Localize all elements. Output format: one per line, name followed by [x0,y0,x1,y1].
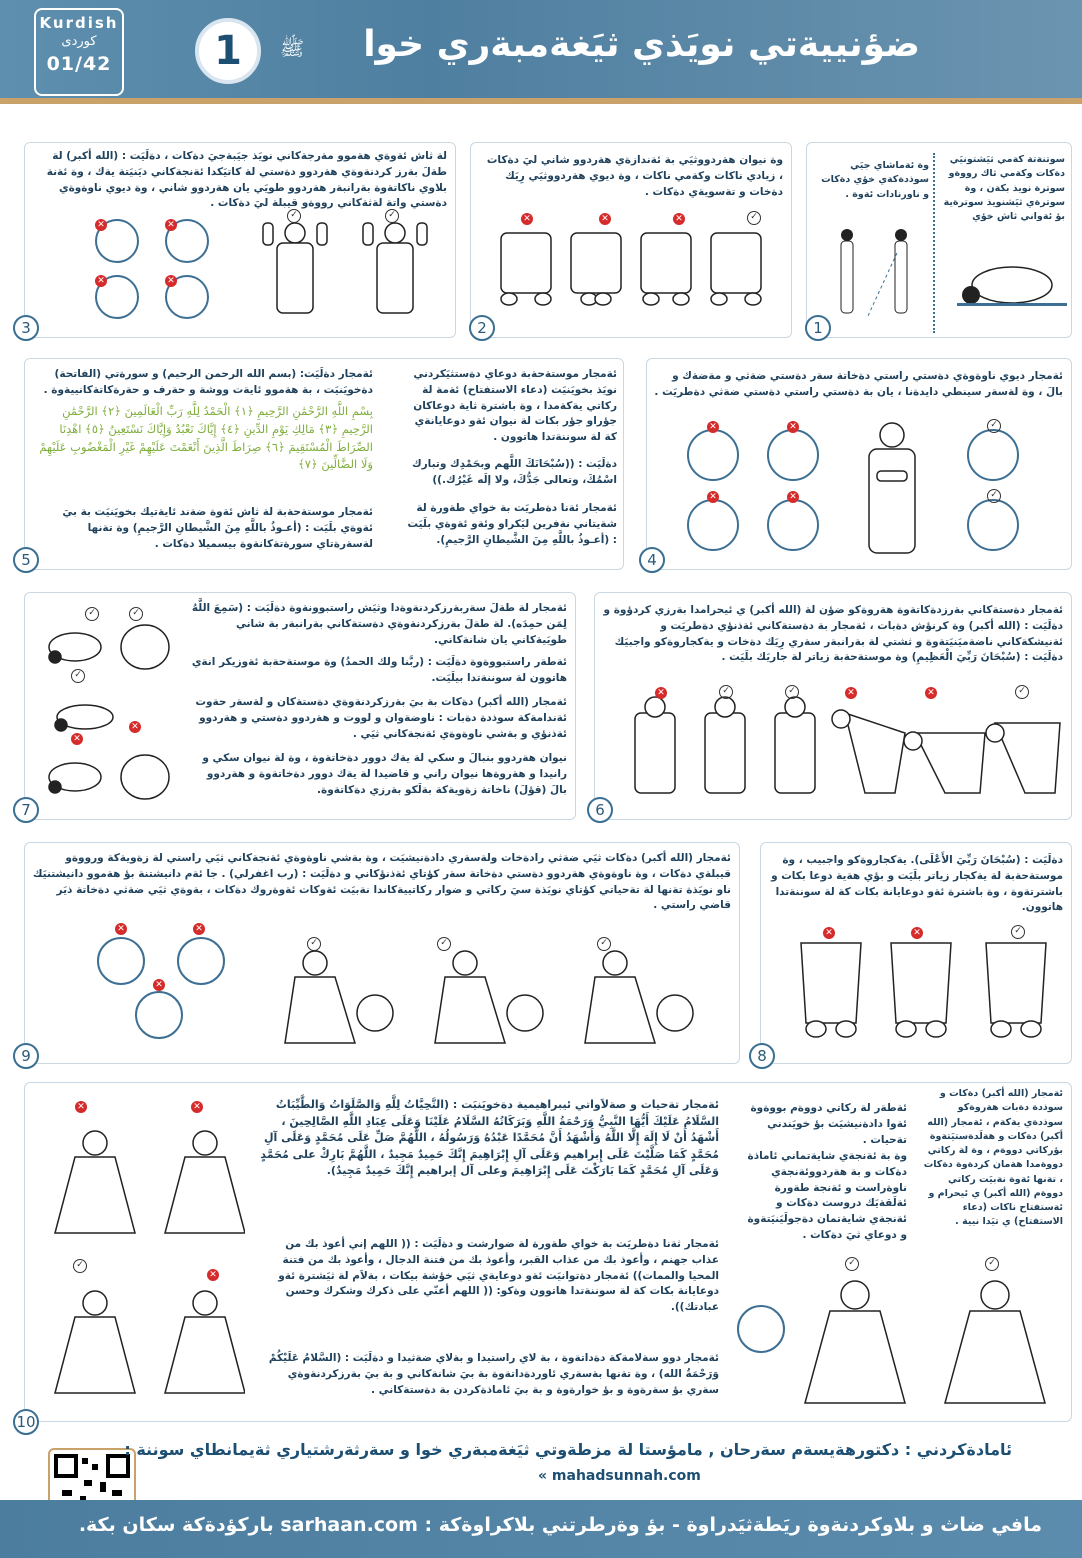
step-2-panel [470,142,792,338]
step-number-8: 8 [749,1043,775,1069]
wrong-mark: ✕ [521,213,533,225]
wrong-mark: ✕ [95,219,107,231]
wrong-mark: ✕ [655,687,667,699]
step-5-text-right-1: ئةمجار موستةحةبة دوعاي دةستثيَكردني نويَذ بخويَنيَت (دعاء الاستفتاح) ئةمة لة ركاتي يةكةمدا ، وة باشترة ثاية دوعاكان جؤراو جؤر بكات لة نيوان ئةو دوعايانةي كة لة سوننةتدا هاتوون . [413,368,617,443]
header-banner [0,0,1082,104]
salawat-calligraphy: ﷺ [280,36,305,60]
correct-mark: ✓ [1011,925,1025,939]
raising-hands-figures [255,213,445,323]
step-7-text-2: ئةطةر راستبووةوة دةلَيَت : (ربَّنا ولك الحمدُ) وة موستةحةبة ئةوزيكر انةي هاتوون لة سوننةتدا بيلَيَت. [191,656,567,684]
foot-detail-bubble [177,937,225,985]
wrong-mark: ✕ [129,721,141,733]
step-9-text: ئةمجار (الله أكبر) دةكات ثيَي ضةثي رادةخات ولةسةري دادةنيشيَت ، وة بةشي ناوةوةي ئةنجةكاني ثيَي راستي لة زةويةكة ورووةو قيبلةي دةكات ، وة ناوةوةي هةردوو دةستي دةخاتة سةر كؤتاي ئةذنؤكاني و دةلَيَت : (رب اغفرلي) . جا ئةم دانيشتنة بؤ هةموو دانيشتنيَك ناو نويَذة تةنها لة تةحياتي كؤتاي نويَذة سيَ ركاتي و ضوار ركاتييةكاندا نةبيَت ئةوكات ئةوةروك دةكات ، بةوةي ثيَي ضةثي دةخاتة ذيَر قاضي راستي . [32,852,731,912]
correct-mark: ✓ [437,937,451,951]
wrong-mark: ✕ [707,421,719,433]
wrong-mark: ✕ [75,1101,87,1113]
sheet-number: 1 [195,18,261,84]
fatiha-verses: بِسْمِ اللَّهِ الرَّحْمَٰنِ الرَّحِيمِ ﴿١﴾ الْحَمْدُ لِلَّهِ رَبِّ الْعَالَمِينَ ﴿٢﴾ الرَّحْمَٰنِ الرَّحِيمِ ﴿٣﴾ مَالِكِ يَوْمِ الدِّينِ ﴿٤﴾ إِيَّاكَ نَعْبُدُ وَإِيَّاكَ نَسْتَعِينُ ﴿٥﴾ اهْدِنَا الصِّرَاطَ الْمُسْتَقِيمَ ﴿٦﴾ صِرَاطَ الَّذِينَ أَنْعَمْتَ عَلَيْهِمْ غَيْرِ الْمَغْضُوبِ عَلَيْهِمْ وَلَا الضَّالِّينَ ﴿٧﴾ [39,404,373,472]
wrong-mark: ✕ [71,733,83,745]
language-badge [34,8,124,96]
step-7-text-4: نيوان هةردوو بنبالَ و سكي لة يةك دوور دةخاتةوة ، وة لة نيوان سكي و رانيدا و هةروةها نيوان راني و قاضيدا لة يةك دوور دةخاتةوة و هةردوو بالَ (قؤلَ) ناخاتة زةويةكة بةلَكو بةرزي دةكاتةوة. [202,752,567,796]
step-8-panel [757,842,1072,1065]
foot-detail-bubble [97,937,145,985]
divider [933,153,935,333]
standing-hands-folded-figure [847,419,937,559]
step-7-text-3: ئةمجار (الله أكبر) دةكات بة بيَ بةرزكردنةوةي دةستةكان و لةسةر حةوت ئةندامةكة سوذدة دةبات : ناوضةوان و لووت و هةردوو دةستي و هةردوو ئةذنؤي و بةشي ناوةوةي ئةنجةكاني ثيَي . [195,696,567,740]
hand-detail-bubble [687,429,739,481]
page-counter: 01/42 [46,53,112,75]
bowing-figures [615,693,1065,803]
step-10-text-mid-1: ئةطةر لة ركاتي دووةم بووةوة ئةوا دادةنيشيَت بؤ خويَندني تةحيات . [750,1102,907,1146]
correct-mark: ✓ [287,209,301,223]
credits-text: ئامادةكردني : دكتورهةيسةم سةرحان , مامؤستا لة مزطةوتي ثيَغةمبةري خوا و سةرثةرشتياري ثةيمانطاي سوننة : [124,1440,1012,1459]
wrong-mark: ✕ [707,491,719,503]
footer-copyright: مافي ضاث و بلاوكردنةوة ريَطةثيَدراوة - بؤ وةرطرتني بلاكراوةكة : sarhaan.com باركؤدةكة سكان بكة. [78,1514,1042,1536]
tashahhud-text: ئةمجار تةحيات و صةلاَواتي ئيبراهيمية دةخويَنيَت : (التَّحِيَّاتُ لِلَّهِ وَالصَّلَوَاتُ وَالطَّيِّبَاتُ السَّلَامُ عَلَيْكَ أَيُّهَا النَّبِيُّ وَرَحْمَةُ اللَّهِ وَبَرَكَاتُهُ السَّلَامُ عَلَيْنَا وَعَلَى عِبَادِ اللَّهِ الصَّالِحِينَ ، أَشْهَدُ أَنْ لَا إِلَهَ إِلَّا اللَّهُ وَأَشْهَدُ أَنَّ مُحَمَّدًا عَبْدُهُ وَرَسُولُهُ ، اللَّهُمَّ صَلِّ عَلَى مُحَمَّدٍ وَعَلَى آلِ مُحَمَّدٍ كَمَا صَلَّيْتَ عَلَى إِبراهيم وَعَلَى آلِ إِبْرَاهِيمَ إِنَّكَ حَمِيدٌ مَجِيدٌ ، اللَّهُمَّ بَارِكْ على مُحَمَّدٍ وَعَلَى آلِ مُحَمَّدٍ كَمَا بَارَكْتَ عَلَى إِبْرَاهِيمَ وعلى آل إبراهيم إِنَّكَ حَمِيدٌ مَجِيدٌ). [260,1098,719,1177]
correct-mark: ✓ [1015,685,1029,699]
correct-mark: ✓ [747,211,761,225]
wrong-mark: ✕ [193,923,205,935]
correct-mark: ✓ [987,489,1001,503]
step-7-text-1: ئةمجار لة طةلَ سةربةرزكردنةوةدا وثيَش راستبوونةوة دةلَيَت : (سَمِعَ اللَّهُ لِمَن حمِدَه). لة طةلَ بةرزكردنةوةي دةستةكاني بةرانبةر بة شاني طويَيةكاني يان شانةكاني. [191,602,567,646]
wrong-mark: ✕ [115,923,127,935]
wrong-mark: ✕ [165,219,177,231]
correct-mark: ✓ [987,419,1001,433]
wrong-mark: ✕ [845,687,857,699]
step-number-6: 6 [587,797,613,823]
wrong-mark: ✕ [787,421,799,433]
step-5-text-right-2: دةلَيَت : ((سُبْحَانَكَ اللَّهم وبحَمْدِك وتبارك اسْمُكَ، وتعالى جَدُّكَ، ولا إلَه غَيْرُك.)) [412,458,617,486]
step-10-text-left-3: ئةمجار دوو سةلامةكة دةداتةوة ، بة لاي راستيدا و بةلاي ضةثيدا و دةلَيَت : (السَّلامُ عَلَيْكُمْ وَرَحْمَةُ الله) ، وة تةنها بةسةري ئاوردةداتةوة بة بيَ شانةكاني و بة بيَ بةرزكردنةوةي سةري بؤ سةرةوة و بؤ خوارةوة و بة بيَ ئاماذةكردن بة دةستةكاني . [268,1352,719,1396]
step-number-1: 1 [805,315,831,341]
step-1-panel [806,142,1072,338]
hand-detail-bubble [767,499,819,551]
wrong-mark: ✕ [153,979,165,991]
tashahhud-sitting-figures [785,1273,1065,1413]
sitting-figures [275,943,715,1053]
correct-mark: ✓ [307,937,321,951]
step-5-text-left-2: ئةمجار موستةحةبة لة ثاش ئةوة ضةند ئايةتيك بخويَنيَت بة بيَ ئةوةي بلَيَت : (أعـوذُ باللَّهِ مِنَ الشَّيطانِ الرَّجيمِ) وة تةنها لةسةرةتاي سورةتةكانةوة بيسميلا دةكات . [62,506,373,550]
prostration-back-figures [791,933,1061,1043]
language-label-ku: كوردی [61,34,97,49]
step-number-4: 4 [639,547,665,573]
hand-detail-bubble [967,429,1019,481]
step-3-panel [21,142,456,338]
step-number-5: 5 [13,547,39,573]
website-link[interactable]: « mahadsunnah.com [538,1468,701,1484]
finger-detail-bubble [737,1305,785,1353]
wrong-mark: ✕ [673,213,685,225]
correct-mark: ✓ [71,669,85,683]
wrong-mark: ✕ [191,1101,203,1113]
step-9-panel [21,842,740,1065]
foot-detail-bubble [135,991,183,1039]
step-number-9: 9 [13,1043,39,1069]
wrong-mark: ✕ [95,275,107,287]
step-8-text: دةلَيَت : (سُبْحَانَ رَبِّيَ الأَعْلَى). يةكجاروةكو واجبيب ، وة موستةحةبة لة يةكجار زياتر بلَيَت و بؤي هةية دوعا بكات و باشترتةوة ، وة باشترة ئةو دوعايانة بكات كة لة سوننةتدا هاتوون. [771,854,1063,914]
correct-mark: ✓ [129,607,143,621]
step-3-text: لة ثاش ئةوةي هةموو مةرجةكاني نويَذ جيَبةجيَ دةكات ، دةلَيَت : (الله أكبر) لة طةلَ بةرز كردنةوةي هةردوو دةستي لة كاتيَكدا ئةنجةكاني ديَنيَتة يةك ، وة ئةنة بلاوي ناكاتةوة بةرانبةر هةردوو طويَي يان هةردوو شاني ، وة ديوي ناوةوةي دةستي واتة لةثةكاني رووةو قيبلة ليَ دةكات . [46,150,447,210]
step-10-text-mid-2: وة بة ئةنجةي شايةتماني ئاماذة دةكات و بة هةردووئةنجةي ناوةراست و ئةنجة طةورة ئةلَقةيَك دروست دةكات و ئةنجةي شايةتمان دةجولَيَنيَتةوة و دوعاي ثيَ دةكات . [747,1150,907,1241]
step-5-panel [21,358,624,570]
step-number-3: 3 [13,315,39,341]
hand-detail-bubble [767,429,819,481]
correct-mark: ✓ [85,607,99,621]
step-4-text: ئةمجار ديوي ناوةوةي دةستي راستي دةخاتة سةر دةستي ضةثي و مةضةك و بالَ ، وة لةسةر سينطي دايدةنا ، يان بة دةستي راستي دةستي ضةثي دةطريَت . [654,370,1063,398]
wrong-mark: ✕ [599,213,611,225]
step-5-text-right-3: ئةمجار ئةنا دةطريَت بة خواي طةورة لة شةيتاني نةفرين ليَكراو وئةو ئةوةي بلَيَت : (أعـوذُ باللَّهِ مِنَ الشَّيطانِ الرَّجيمِ). [407,502,617,546]
step-10-panel [16,1082,1072,1431]
step-5-text-left-1: ئةمجار دةلَيَت: (بسم الله الرحمن الرحيم) و سورةتي (الفاتحة) دةخويَنيَت ، بة هةموو ئايةت ووشة و حةرف و حةرةكاتةكانييةوة . [43,368,373,396]
correct-mark: ✓ [785,685,799,699]
correct-mark: ✓ [845,1257,859,1271]
step-6-panel [594,592,1072,820]
correct-mark: ✓ [73,1259,87,1273]
step-2-text: وة نيوان هةردووثيَي بة ئةندازةي هةردوو شاني ليَ دةكات ، زيادي ناكات وكةمي ناكات ، وة ديوي هةردووثيَي رِيَك دةخات و تةسويةي دةكات . [486,154,783,198]
step-6-text: ئةمجار دةستةكاني بةرزدةكاتةوة هةروةكو ضؤن لة (الله أكبر) ي ئيحرامدا بةرزي كردؤوة و دةلَيَت : (الله أكبر) وة كرنؤش دةبات ، ئةمجار بة دةستةكاني ئةذنؤي دةطريَت و ئةنيشكةكاني ناضةميَنيَتةوة و ثشتي لة بةرانبةر سةري رِيَك دةخات و يةكجاروةكو واجبيَك دةلَيَت : (سُبْحَانَ رَبِّيَ الْعَظِيمِ) وة موستةحةبة زياتر لة جاريَك بلَيَت . [603,604,1063,664]
prostration-figures [35,607,185,807]
wrong-mark: ✕ [823,927,835,939]
prostration-figure [957,243,1067,313]
correct-mark: ✓ [985,1257,999,1271]
footer-banner [0,1500,1082,1558]
wrong-mark: ✕ [925,687,937,699]
step-10-text-left-2: ئةمجار ثةنا دةطريَت بة خواي طةورة لة ضوارشت و دةلَيَت : (( اللهم إني أعوذ بك من عذاب جهنم ، وأعوذ بك من عذاب القبر، وأعوذ بك من فتنة الدجال ، وأعوذ بك من فتنة المحيا والممات)) ئةمجار دةتوانيَت ئةو دوعايةي ثيَي خؤشة بيكات ، بةلاَم لة ثيَشترة ئةو دوعايانة بكات كة لة سوننةتدا هاتوون وةكو: (( اللهم أعنّي على ذكرك وشكرك وحسن عبادتك)). [278,1238,719,1313]
correct-mark: ✓ [385,209,399,223]
step-10-text-right: ئةمجار (الله أكبر) دةكات و سوذدة دةبات هةروةكو سوذدةي يةكةم ، ئةمجار (الله أكبر) دةكات و هةلَدةستيَتةوة بؤركاتي دووةم ، وة لة ركاتي دووةمدا هةمان كردةوة دةكات ، تةنها ئةوة نةبيَت ركاتي دووةم (الله أكبر) ي ئيحرام و ئةستفتاح ناكات (دعاء الاستفتاح) ي تيَدا نيية . [923,1088,1063,1228]
hand-detail-bubble [687,499,739,551]
wrong-mark: ✕ [207,1269,219,1281]
step-4-panel [646,358,1072,570]
wrong-mark: ✕ [165,275,177,287]
step-number-7: 7 [13,797,39,823]
step-1-text-a: سوتنةتة كةمي ثيَشتونيَي دةكات وكةمي ثاك رووةو سوترة نويذ بكةن ، وة سوترةي ثيَشنويذ سوترةية بؤ ئةواني ثاش خؤي [943,154,1065,222]
wrong-mark: ✕ [911,927,923,939]
wrong-mark: ✕ [787,491,799,503]
hand-detail-bubble [967,499,1019,551]
step-number-2: 2 [469,315,495,341]
feet-position-figures [491,213,781,313]
step-1-text-b: وة ئةماشاي جيَي سوذدةكةي خؤي دةكات و ناورنادات ئةوة . [821,160,929,200]
language-label-en: Kurdish [39,14,119,32]
step-number-10: 10 [13,1409,39,1435]
correct-mark: ✓ [597,937,611,951]
step-7-panel [21,592,576,820]
sitting-examples-figures [45,1113,245,1403]
standing-figure [827,223,917,323]
correct-mark: ✓ [719,685,733,699]
page-title: ضؤنييةتي نويَذي ثيَغةمبةري خوا [363,24,920,65]
